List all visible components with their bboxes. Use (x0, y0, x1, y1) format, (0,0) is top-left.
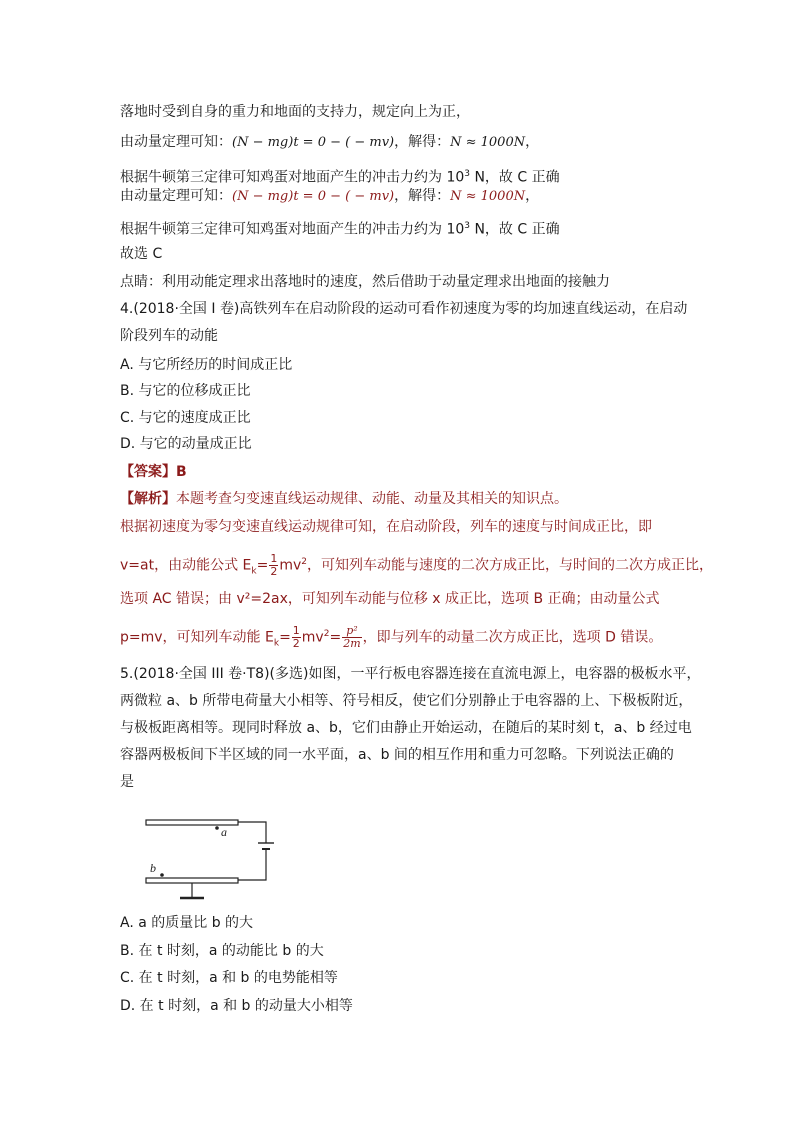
wire-bottom (238, 849, 266, 880)
text-prefix: 由动量定理可知： (120, 134, 232, 150)
analysis-header (120, 489, 568, 509)
option-a: A. 与它所经历的时间成正比 (120, 357, 293, 373)
lower-plate (146, 878, 238, 883)
text: v=at，由动能公式 E (120, 557, 252, 574)
text: = (279, 629, 291, 646)
momentum-equation-line-2 (120, 186, 539, 207)
tip-note: 点睛：利用动能定理求出落地时的速度，然后借助于动量定理求出地面的接触力 (120, 274, 610, 290)
numerator: 1 (270, 552, 278, 566)
label-a: a (221, 825, 227, 839)
exponent: 2 (323, 629, 330, 639)
particle-b (160, 873, 164, 877)
numerator: 1 (292, 624, 300, 638)
option-d: D. 与它的动量成正比 (120, 436, 252, 452)
text: ，解得： (394, 134, 451, 150)
wire-top (238, 822, 266, 843)
question-5-stem-1: 5.(2018·全国 III 卷·T8)(多选)如图，一平行板电容器连接在直流电源上，电容器的极板水平， (120, 666, 701, 682)
label-b: b (150, 861, 156, 875)
denominator: 2 (270, 565, 278, 579)
explanation-line-4 (120, 624, 662, 653)
newton-third-law-line (120, 164, 560, 188)
text: N，故 C 正确 (470, 221, 560, 238)
exponent: 3 (464, 221, 470, 231)
subscript: k (273, 638, 280, 649)
question-5-stem-2: 两微粒 a、b 所带电荷量大小相等、符号相反，使它们分别静止于电容器的上、下极板附近， (120, 693, 693, 709)
explanation-line-3: 选项 AC 错误；由 v²=2ax，可知列车动能与位移 x 成正比，选项 B 正确；由动量公式 (120, 591, 660, 607)
capacitor-circuit-diagram (140, 800, 290, 908)
option-b: B. 与它的位移成正比 (120, 383, 251, 399)
choice-conclusion: 故选 C (120, 246, 163, 262)
fraction (269, 553, 278, 578)
q5-option-a: A. a 的质量比 b 的大 (120, 915, 254, 931)
subscript: k (251, 566, 257, 577)
equation: (N − mg)t = 0 − ( − mv) (232, 135, 395, 150)
equation: (N − mg)t = 0 − ( − mv) (232, 189, 395, 204)
text: ，解得： (394, 188, 451, 204)
q5-option-b: B. 在 t 时刻，a 的动能比 b 的大 (120, 943, 324, 959)
explanation-line-1: 根据初速度为零匀变速直线运动规律可知，在启动阶段，列车的速度与时间成正比，即 (120, 519, 652, 535)
numerator: p² (342, 625, 361, 638)
text: = (256, 557, 269, 574)
text: N，故 C 正确 (470, 169, 560, 186)
text: ，即与列车的动量二次方成正比，选项 D 错误。 (362, 629, 663, 646)
question-5-stem-5: 是 (120, 774, 134, 790)
denominator: 2 (292, 637, 300, 651)
denominator: 2m (343, 637, 361, 651)
fraction (292, 625, 301, 650)
question-4-stem: 4.(2018·全国 I 卷)高铁列车在启动阶段的运动可看作初速度为零的均加速直线运动，在启动 (120, 301, 688, 317)
text: ， (525, 134, 540, 150)
result: N ≈ 1000N (450, 135, 526, 150)
particle-a (215, 826, 219, 830)
text-line: 落地时受到自身的重力和地面的支持力，规定向上为正， (120, 104, 470, 120)
text: mv (301, 629, 324, 646)
text: mv (279, 557, 302, 574)
momentum-equation-line (120, 132, 539, 153)
option-c: C. 与它的速度成正比 (120, 410, 251, 426)
newton-third-law-line-2 (120, 216, 560, 240)
text-prefix: 由动量定理可知： (120, 188, 232, 204)
fraction (342, 625, 361, 650)
answer: 【答案】B (120, 464, 187, 480)
question-4-stem-cont: 阶段列车的动能 (120, 328, 218, 344)
text: = (329, 629, 342, 646)
exponent: 2 (301, 557, 308, 567)
exponent: 3 (464, 169, 470, 179)
result: N ≈ 1000N (450, 189, 526, 204)
text: 根据牛顿第三定律可知鸡蛋对地面产生的冲击力约为 10 (120, 221, 465, 238)
text: p=mv，可知列车动能 E (120, 629, 274, 646)
text: ， (525, 188, 540, 204)
explanation-line-2 (120, 552, 713, 581)
question-5-stem-4: 容器两极板间下半区域的同一水平面，a、b 间的相互作用和重力可忽略。下列说法正确的 (120, 747, 674, 763)
analysis-label: 【解析】 (120, 491, 176, 507)
text: 根据牛顿第三定律可知鸡蛋对地面产生的冲击力约为 10 (120, 169, 465, 186)
text: ，可知列车动能与速度的二次方成正比，与时间的二次方成正比， (307, 557, 714, 574)
q5-option-c: C. 在 t 时刻，a 和 b 的电势能相等 (120, 970, 338, 986)
analysis-text: 本题考查匀变速直线运动规律、动能、动量及其相关的知识点。 (176, 491, 568, 507)
q5-option-d: D. 在 t 时刻，a 和 b 的动量大小相等 (120, 998, 353, 1014)
question-5-stem-3: 与极板距离相等。现同时释放 a、b，它们由静止开始运动，在随后的某时刻 t，a、b 经过电 (120, 720, 692, 736)
